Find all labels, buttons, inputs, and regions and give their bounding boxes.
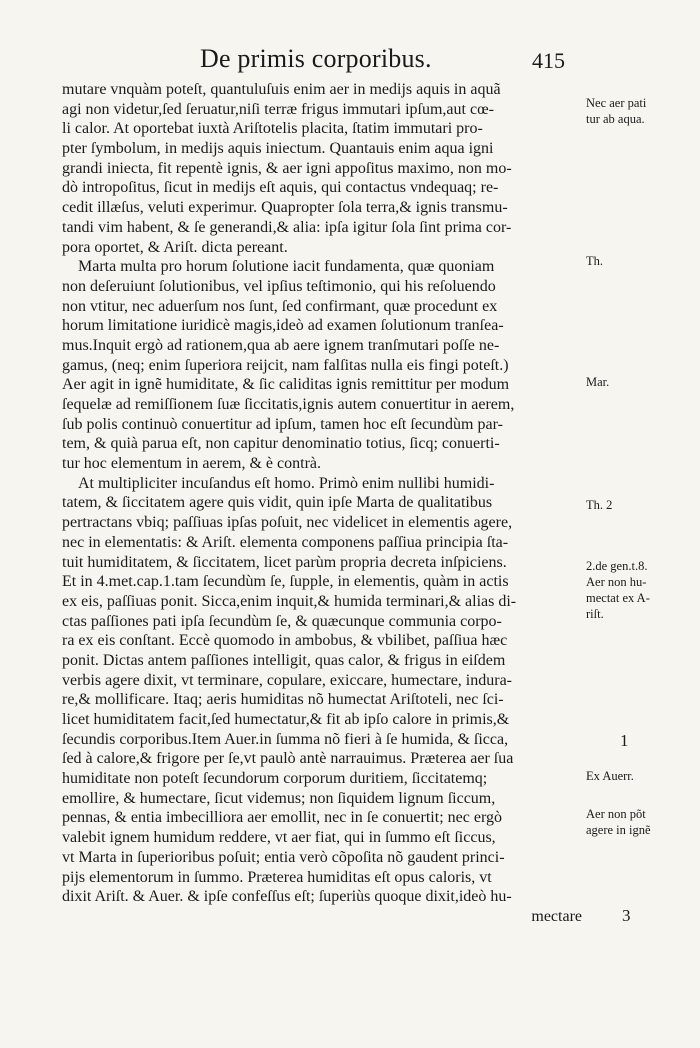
margin-note-line: Nec aer pati <box>586 96 647 110</box>
margin-note <box>622 908 700 924</box>
text-line: tatem, & ſiccitatem agere quis vidit, quin ipſe Marta de qualitatibus <box>62 494 493 512</box>
margin-note-line: 2.de gen.t.8. <box>586 559 648 573</box>
text-line: pertractans vbiq; paſſiuas ipſas poſuit, nec videlicet in elementis agere, <box>62 514 513 532</box>
text-line: dò intropoſitus, ſicut in medijs eſt aquis, qui contactus vndequaq; re- <box>62 179 499 197</box>
text-line: tem, & quià parua eſt, non capitur denominatio totius, ſicq; conuerti- <box>62 435 500 453</box>
margin-note-line: 1 <box>620 731 629 750</box>
text-line: valebit ignem humidum reddere, vt aer fiat, qui in ſummo eſt ſiccus, <box>62 829 496 847</box>
text-line: mutare vnquàm poteſt, quantuluſuis enim aer in medijs aquis in aquã <box>62 81 501 98</box>
text-line: ra ex eis conſtant. Eccè quomodo in ambobus, & vbilibet, paſſiua hæc <box>62 632 508 650</box>
text-line: tuit humiditatem, & ſiccitatem, licet parùm propria decreta inſpiciens. <box>62 553 507 571</box>
margin-note <box>586 95 698 127</box>
text-line: vt Marta in ſuperioribus poſuit; entia verò cõpoſita nõ gaudent princi- <box>62 848 505 866</box>
margin-note <box>586 558 698 622</box>
text-line: agi non videtur,ſed ſeruatur,niſi terræ frigus immutari ipſum,aut cœ- <box>62 100 494 118</box>
text-line: ex eis, paſſiuas ponit. Sicca,enim inquit,& humida terminari,& alias di- <box>62 592 517 610</box>
margin-note <box>620 733 700 749</box>
margin-note <box>586 768 698 784</box>
text-line: verbis agere dixit, vt terminare, copulare, exiccare, humectare, indura- <box>62 671 512 689</box>
text-line: re,& mollificare. Itaq; aeris humiditas nõ humectat Ariſtoteli, nec ſci- <box>62 691 504 709</box>
text-line: At multipliciter incuſandus eſt homo. Primò enim nullibi humidi- <box>78 474 495 492</box>
text-line: dixit Ariſt. & Auer. & ipſe confeſſus eſt; ſuperiùs quoque dixit,ideò hu- <box>62 888 512 906</box>
margin-note-line: Th. 2 <box>586 498 613 512</box>
margin-note <box>586 374 698 390</box>
main-text-column <box>62 80 582 927</box>
text-line: gamus, (neq; enim ſuperiora reijcit, nam falſitas nulla eis fingi poteſt.) <box>62 356 509 374</box>
margin-note-line: Mar. <box>586 375 610 389</box>
text-line: li calor. At oportebat iuxtà Ariſtotelis placita, ſtatim immutari pro- <box>62 120 483 138</box>
text-line: ſub polis continuò conuertitur ad ipſum, tamen hoc eſt ſecundùm par- <box>62 415 503 433</box>
text-line: tur hoc elementum in aerem, & è contrà. <box>62 455 322 473</box>
text-line: tandi vim habent, & ſe generandi,& alia: ipſa igitur ſola ſint prima cor- <box>62 218 512 236</box>
margin-note-line: mectat ex A- <box>586 591 650 605</box>
text-line: emollire, & humectare, ſicut videmus; non ſiquidem lignum ſiccum, <box>62 789 496 807</box>
text-line: pennas, & entia imbecilliora aer emollit, nec in ſe conuertit; nec ergò <box>62 809 502 827</box>
text-line: ſecundis corporibus.Item Auer.in ſumma nõ fieri à ſe humida, & ſicca, <box>62 730 509 748</box>
page-header <box>0 44 700 80</box>
margin-note-line: agere in ignẽ <box>586 823 651 837</box>
text-line: non deſeruiunt ſolutionibus, vel ipſius teſtimonio, qui his reſoluendo <box>62 277 496 295</box>
text-line: non vtitur, nec aduerſum nos ſunt, ſed confirmant, quæ procedunt ex <box>62 297 498 315</box>
margin-note-line: Aer non põt <box>586 807 646 821</box>
text-line: ſed à calore,& frigore per ſe,vt paulò antè narrauimus. Præterea aer ſua <box>62 750 514 768</box>
margin-note-line: riſt. <box>586 607 604 621</box>
text-line: Aer agit in ignẽ humiditate, & ſic caliditas ignis remittitur per modum <box>62 376 510 394</box>
text-line: pter ſymbolum, in medijs aquis iniectum. Quantauis enim aqua igni <box>62 140 494 158</box>
margin-note-line: tur ab aqua. <box>586 112 645 126</box>
margin-note <box>586 806 698 838</box>
text-line: mus.Inquit ergò ad rationem,qua ab aere ignem tranſmutari poſſe ne- <box>62 336 500 354</box>
text-line: Marta multa pro horum ſolutione iacit fundamenta, quæ quoniam <box>78 258 495 276</box>
margin-note-line: Th. <box>586 254 604 268</box>
text-line: humiditate non poteſt ſecundorum corporum duritiem, ſiccitatemq; <box>62 770 488 788</box>
page-number: 415 <box>532 48 565 73</box>
margin-note-line: Ex Auerr. <box>586 769 634 783</box>
text-line: Et in 4.met.cap.1.tam ſecundùm ſe, ſupple, in elementis, quàm in actis <box>62 573 509 591</box>
text-line: cedit illæſus, veluti experimur. Quapropter ſola terra,& ignis transmu- <box>62 199 508 217</box>
text-line: ctas paſſiones pati ipſa ſecundùm ſe, & quæcunque communia corpo- <box>62 612 502 630</box>
margin-note-line: Aer non hu- <box>586 575 647 589</box>
text-line: pora oportet, & Ariſt. dicta pereant. <box>62 238 288 256</box>
text-line: pijs elementorum in ſummo. Præterea humiditas eſt opus caloris, vt <box>62 868 492 886</box>
margin-note-line: 3 <box>622 906 631 925</box>
text-line: licet humiditatem facit,ſed humectatur,& fit ab ipſo calore in primis,& <box>62 711 510 728</box>
running-title: De primis corporibus. <box>200 44 432 73</box>
margin-note <box>586 253 698 269</box>
text-line: nec in elementatis: & Ariſt. elementa componens paſſiua principia ſta- <box>62 533 509 551</box>
margin-note <box>586 497 698 513</box>
text-line: ſequelæ ad remiſſionem ſuæ ſiccitatis,ignis autem conuertitur in aerem, <box>62 396 515 413</box>
text-line: ponit. Dictas antem paſſiones intelligit, quas calor, & frigus in eiſdem <box>62 651 506 669</box>
text-line: horum limitatione iuridicè magis,ideò ad examen ſolutionum tranſea- <box>62 317 504 335</box>
text-line: grandi iniecta, fit repentè ignis, & aer igni appoſitus maximo, non mo- <box>62 159 512 177</box>
text-line: mectare <box>531 907 582 925</box>
